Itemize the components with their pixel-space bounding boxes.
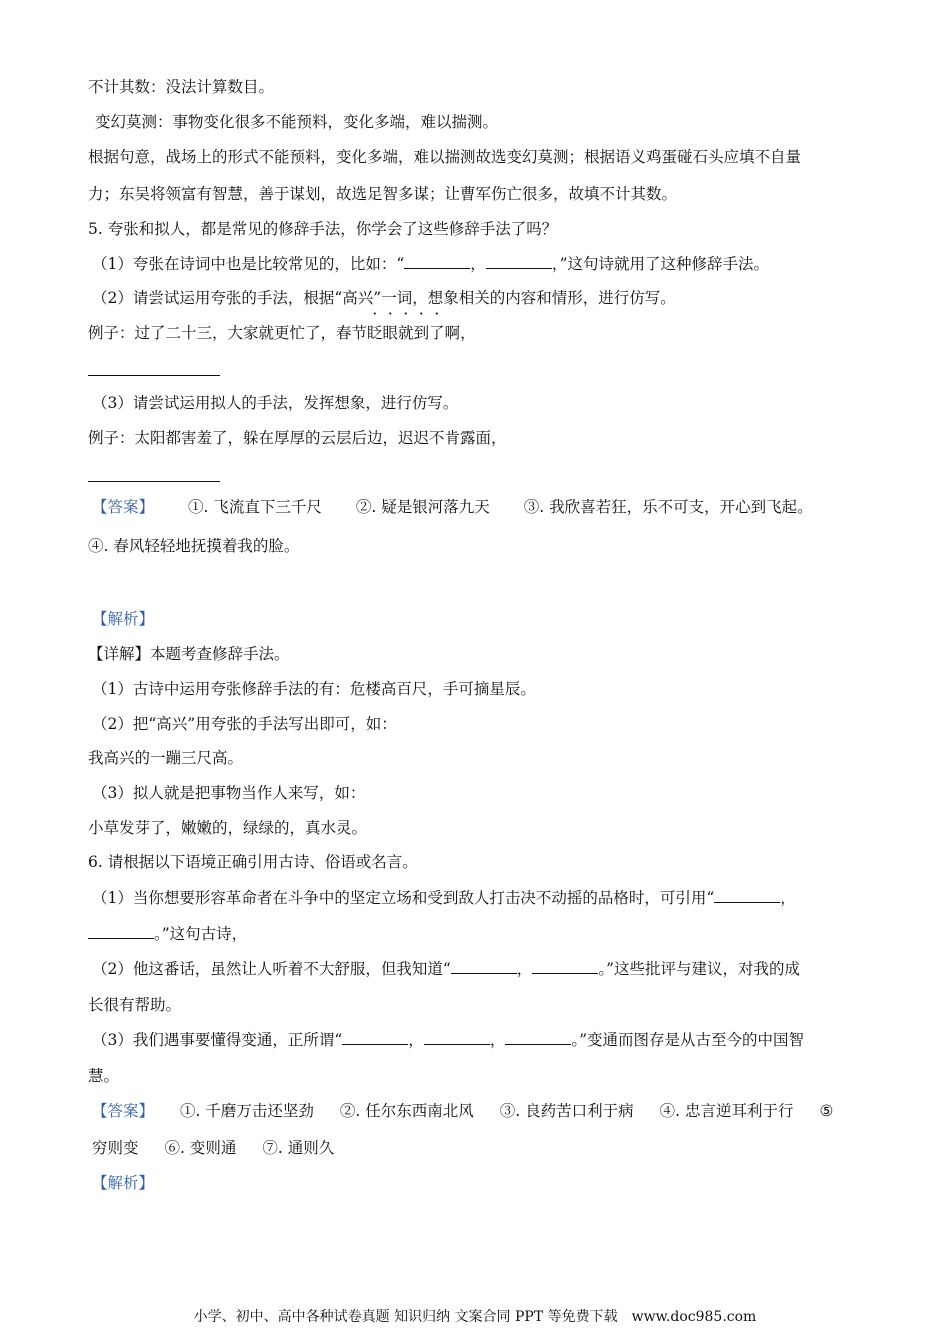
text-segment: 例子：过了二十三，大家就更忙了，春节 [88, 324, 368, 342]
question-6-title: 6. 请根据以下语境正确引用古诗、俗语或名言。 [88, 853, 418, 871]
answer-item: ①. 千磨万击还坚劲 [180, 1102, 314, 1120]
question-6-answer [92, 1100, 833, 1122]
answer-label: 【答案】 [92, 498, 155, 516]
emphasis-char: 眼 [382, 324, 399, 342]
fill-blank [342, 1030, 408, 1045]
fill-blank [714, 888, 780, 903]
detail-line: （2）把“高兴”用夸张的手法写出即可，如： [92, 715, 397, 733]
text-line: 力；东吴将领富有智慧，善于谋划，故选足智多谋；让曹军伤亡很多，故填不计其数。 [88, 185, 678, 203]
answer-line [88, 481, 220, 482]
answer-label: 【答案】 [92, 1102, 155, 1120]
detail-line: 【详解】本题考查修辞手法。 [88, 645, 290, 663]
detail-line: （3）拟人就是把事物当作人来写，如： [92, 784, 366, 802]
answer-item: ⑦. 通则久 [262, 1139, 335, 1157]
answer-line [88, 375, 220, 376]
fill-blank [404, 254, 470, 269]
fill-blank [88, 924, 154, 939]
text-line: 变幻莫测：事物变化很多不能预料，变化多端，难以揣测。 [95, 113, 499, 131]
text-line: 不计其数：没法计算数目。 [88, 78, 275, 96]
text-segment: （1）夸张在诗词中也是比较常见的，比如：“ [92, 255, 405, 273]
detail-line: （1）古诗中运用夸张修辞手法的有：危楼高百尺，手可摘星辰。 [92, 680, 536, 698]
analysis-label: 【解析】 [92, 610, 155, 628]
fill-blank [505, 1030, 571, 1045]
question-6-part-1 [92, 887, 796, 909]
detail-line: 小草发芽了，嫩嫩的，绿绿的，真水灵。 [88, 819, 368, 837]
question-5-title: 5. 夸张和拟人，都是常见的修辞手法，你学会了这些修辞手法了吗？ [88, 220, 558, 238]
question-6-part-2 [92, 958, 800, 980]
answer-item: ③. 良药苦口利于病 [499, 1102, 634, 1120]
text-segment: （3）我们遇事要懂得变通，正所谓“ [92, 1031, 343, 1049]
text-segment: （2）他这番话，虽然让人听着不大舒服，但我知道“ [92, 960, 451, 978]
text-segment: 啊， [444, 324, 476, 342]
emphasis-char: 就 [398, 324, 414, 342]
analysis-label: 【解析】 [92, 1174, 155, 1192]
text-line: 根据句意，战场上的形式不能预料，变化多端，难以揣测故选变幻莫测；根据语义鸡蛋碰石头应填不自量 [88, 148, 802, 166]
fill-blank [424, 1030, 490, 1045]
example-sentence-1 [88, 322, 476, 344]
answer-item: ②. 疑是银河落九天 [355, 498, 490, 516]
question-5-answer-4: ④. 春风轻轻地抚摸着我的脸。 [88, 537, 300, 555]
question-5-part-3: （3）请尝试运用拟人的手法，发挥想象，进行仿写。 [92, 394, 459, 412]
fill-blank [532, 959, 598, 974]
answer-item: ⑥. 变则通 [164, 1139, 237, 1157]
text-segment: ， [516, 960, 533, 978]
example-sentence-2: 例子：太阳都害羞了，躲在厚厚的云层后边，迟迟不肯露面， [88, 429, 507, 447]
question-6-answer-cont [92, 1137, 334, 1159]
answer-item: ③. 我欣喜若狂，乐不可支，开心到飞起。 [523, 498, 813, 516]
fill-blank [486, 254, 552, 269]
emphasis-char: 眨 [367, 324, 383, 342]
text-segment: 。”变通而图存是从古至今的中国智 [571, 1031, 805, 1049]
answer-item: ①. 飞流直下三千尺 [188, 498, 322, 516]
footer-text: 小学、初中、高中各种试卷真题 知识归纳 文案合同 PPT 等免费下载 [193, 1309, 618, 1325]
question-6-part-1-cont [88, 923, 247, 945]
question-6-part-3 [92, 1029, 804, 1051]
question-5-part-2: （2）请尝试运用夸张的手法，根据“高兴”一词，想象相关的内容和情形，进行仿写。 [92, 289, 676, 307]
emphasis-char: 到 [413, 324, 430, 342]
emphasis-char: 了 [429, 324, 445, 342]
answer-item: ②. 任尔东西南北风 [339, 1102, 474, 1120]
answer-item: ④. 忠言逆耳利于行 [659, 1102, 794, 1120]
question-6-part-3-cont: 慧。 [88, 1067, 120, 1085]
answer-item: ⑤ [819, 1102, 834, 1120]
text-segment: 。”这些批评与建议，对我的成 [598, 960, 800, 978]
answer-item: 穷则变 [92, 1139, 139, 1157]
footer-link[interactable]: www.doc985.com [631, 1309, 757, 1325]
text-segment: ，”这句诗就用了这种修辞手法。 [551, 255, 769, 273]
text-segment: （1）当你想要形容革命者在斗争中的坚定立场和受到敌人打击决不动摇的品格时，可引用“ [92, 889, 715, 907]
text-segment: 。”这句古诗， [154, 925, 248, 943]
text-segment: ， [780, 889, 796, 907]
text-segment: ， [489, 1031, 506, 1049]
detail-line: 我高兴的一蹦三尺高。 [88, 749, 244, 767]
text-segment: ， [470, 255, 486, 273]
page-footer [0, 1307, 950, 1327]
question-5-answer [92, 496, 813, 518]
text-segment: ， [408, 1031, 424, 1049]
fill-blank [451, 959, 517, 974]
question-5-part-1 [92, 253, 769, 275]
question-6-part-2-cont: 长很有帮助。 [88, 996, 182, 1014]
